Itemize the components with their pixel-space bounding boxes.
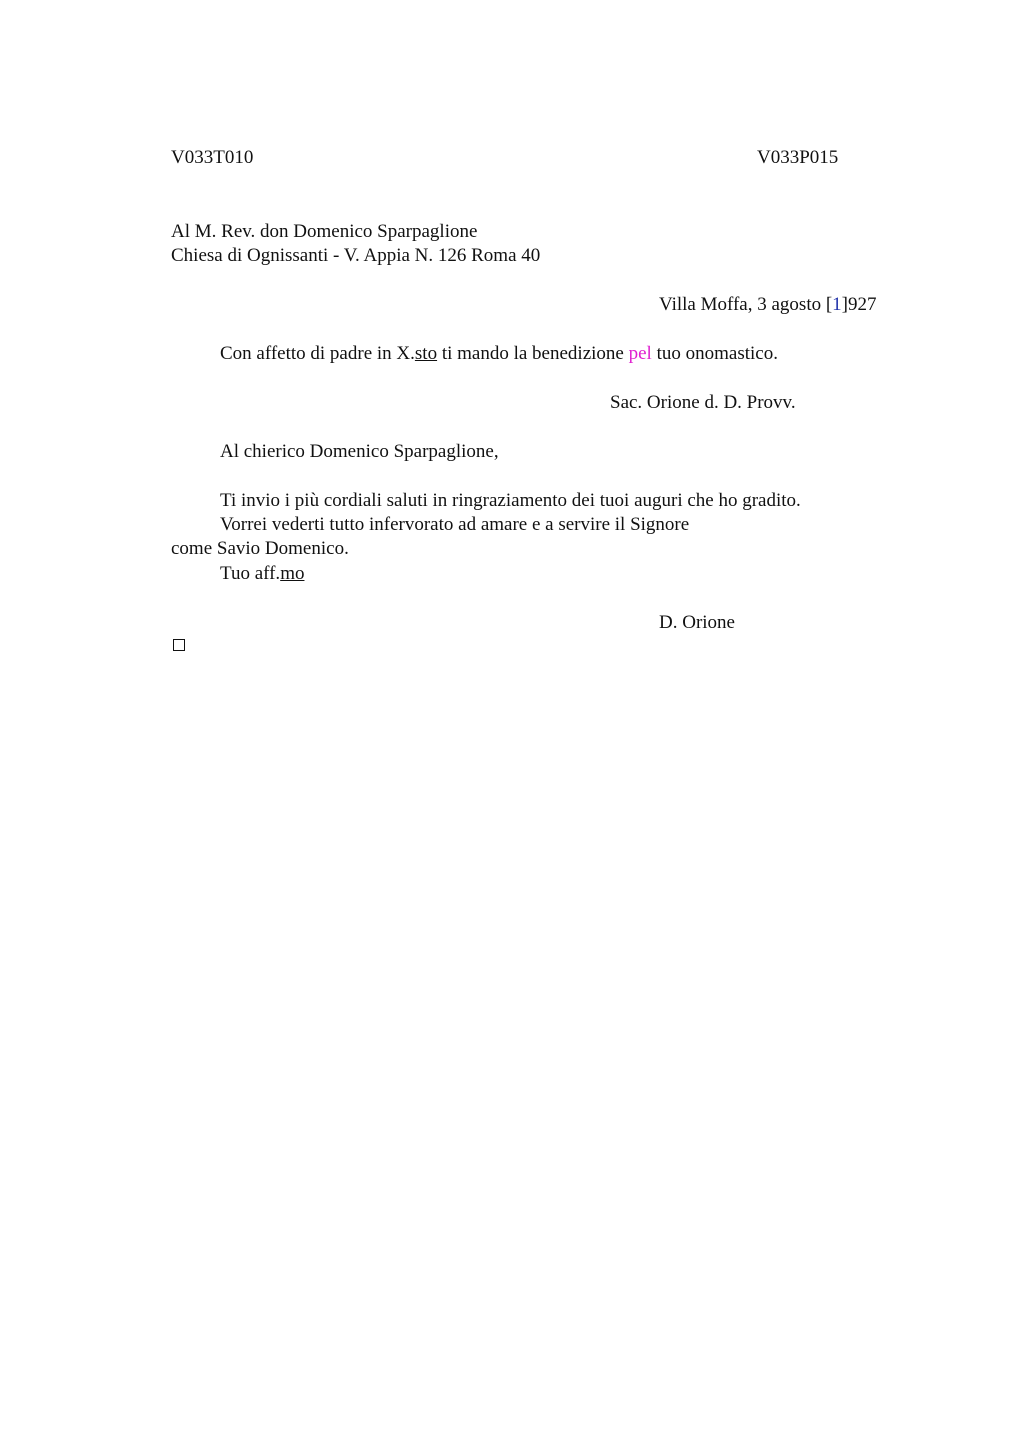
dateline-prefix: Villa Moffa, 3 agosto [ bbox=[659, 294, 833, 315]
header-right-code: V033P015 bbox=[757, 147, 839, 168]
letter2-line-2: Vorrei vederti tutto infervorato ad amare e a servire il Signore bbox=[220, 514, 690, 535]
header-left-code: V033T010 bbox=[171, 147, 254, 168]
letter1-highlight: pel bbox=[628, 343, 652, 364]
letter2-salutation: Al chierico Domenico Sparpaglione, bbox=[220, 441, 499, 462]
letter1-abbr: sto bbox=[414, 343, 438, 364]
dateline-digit: 1 bbox=[832, 294, 842, 315]
letter1-part1: Con affetto di padre in X. bbox=[220, 343, 415, 364]
letter1-body bbox=[220, 342, 778, 366]
letter1-signature: Sac. Orione d. D. Provv. bbox=[610, 392, 796, 413]
letter2-closing-prefix: Tuo aff. bbox=[220, 563, 281, 584]
dateline-suffix: ]927 bbox=[841, 294, 877, 315]
address-line-2: Chiesa di Ognissanti - V. Appia N. 126 Roma 40 bbox=[171, 245, 541, 266]
checkbox-square-icon bbox=[173, 639, 185, 651]
address-line-1: Al M. Rev. don Domenico Sparpaglione bbox=[171, 221, 478, 242]
letter2-closing-abbr: mo bbox=[280, 563, 305, 584]
dateline bbox=[659, 293, 877, 317]
letter2-line-1: Ti invio i più cordiali saluti in ringraziamento dei tuoi auguri che ho gradito. bbox=[220, 490, 801, 511]
letter2-closing bbox=[220, 562, 304, 586]
letter1-part3: tuo onomastico. bbox=[651, 343, 778, 364]
letter2-line-3: come Savio Domenico. bbox=[171, 538, 349, 559]
letter1-part2: ti mando la benedizione bbox=[437, 343, 629, 364]
letter2-signature: D. Orione bbox=[659, 612, 735, 633]
